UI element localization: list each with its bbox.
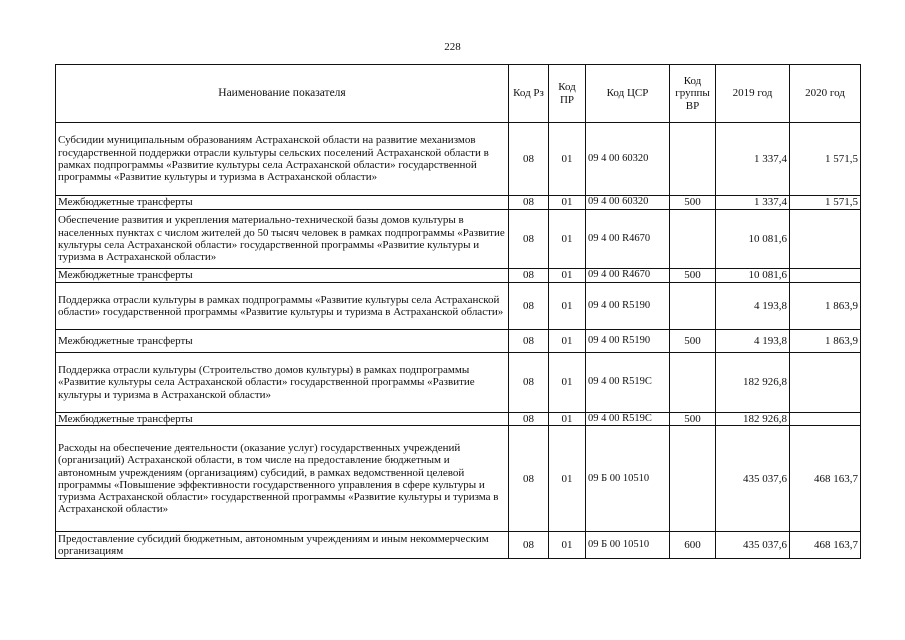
cell-2019: 182 926,8 (716, 353, 790, 413)
cell-name: Межбюджетные трансферты (56, 413, 509, 426)
cell-vr: 500 (670, 196, 716, 210)
cell-2019: 10 081,6 (716, 269, 790, 283)
cell-pr: 01 (549, 353, 586, 413)
cell-csr: 09 Б 00 10510 (586, 426, 670, 532)
cell-name: Межбюджетные трансферты (56, 330, 509, 353)
cell-vr (670, 426, 716, 532)
cell-vr (670, 353, 716, 413)
cell-csr: 09 4 00 R5190 (586, 330, 670, 353)
table-row (56, 269, 861, 283)
table-row (56, 353, 861, 413)
table-row (56, 426, 861, 532)
table-row (56, 413, 861, 426)
cell-csr: 09 4 00 R5190 (586, 283, 670, 330)
cell-pr: 01 (549, 426, 586, 532)
cell-2019: 4 193,8 (716, 283, 790, 330)
cell-name: Поддержка отрасли культуры в рамках подпрограммы «Развитие культуры села Астраханской области» государственной программы «Развитие культуры и туризма в Астраханской области» (56, 283, 509, 330)
table-row (56, 330, 861, 353)
header-rz: Код Рз (509, 65, 549, 123)
table-row (56, 123, 861, 196)
cell-csr: 09 4 00 R519C (586, 413, 670, 426)
cell-2020: 1 863,9 (790, 283, 861, 330)
cell-csr: 09 4 00 60320 (586, 196, 670, 210)
cell-vr (670, 123, 716, 196)
header-csr: Код ЦСР (586, 65, 670, 123)
cell-2020 (790, 269, 861, 283)
cell-2020 (790, 353, 861, 413)
cell-csr: 09 4 00 R4670 (586, 210, 670, 269)
cell-rz: 08 (509, 196, 549, 210)
cell-2020 (790, 413, 861, 426)
cell-rz: 08 (509, 283, 549, 330)
cell-rz: 08 (509, 426, 549, 532)
cell-pr: 01 (549, 330, 586, 353)
cell-vr: 600 (670, 532, 716, 559)
cell-rz: 08 (509, 532, 549, 559)
cell-2019: 1 337,4 (716, 196, 790, 210)
header-name: Наименование показателя (56, 65, 509, 123)
cell-csr: 09 Б 00 10510 (586, 532, 670, 559)
cell-vr (670, 283, 716, 330)
cell-vr: 500 (670, 269, 716, 283)
table-row (56, 283, 861, 330)
header-2020: 2020 год (790, 65, 861, 123)
cell-2020: 468 163,7 (790, 532, 861, 559)
cell-pr: 01 (549, 283, 586, 330)
header-vr: Код группы ВР (670, 65, 716, 123)
cell-name: Предоставление субсидий бюджетным, автономным учреждениям и иным некоммерческим организациям (56, 532, 509, 559)
cell-2020: 468 163,7 (790, 426, 861, 532)
cell-csr: 09 4 00 R519C (586, 353, 670, 413)
budget-table (55, 64, 861, 559)
cell-rz: 08 (509, 353, 549, 413)
table-row (56, 532, 861, 559)
cell-name: Субсидии муниципальным образованиям Астраханской области на развитие механизмов государственной поддержки отрасли культуры сельских поселений Астраханской области в рамках подпрограммы «Развитие культуры села Астраханской области» государственной программы «Развитие культуры и туризма в Астраханской области» (56, 123, 509, 196)
cell-rz: 08 (509, 413, 549, 426)
cell-2020: 1 863,9 (790, 330, 861, 353)
cell-vr: 500 (670, 413, 716, 426)
page-number: 228 (444, 41, 461, 53)
cell-csr: 09 4 00 60320 (586, 123, 670, 196)
header-2019: 2019 год (716, 65, 790, 123)
cell-name: Расходы на обеспечение деятельности (оказание услуг) государственных учреждений (организаций) Астраханской области, в том числе на предоставление бюджетным и автономным учреждениям (организациям) субсидий, в рамках ведомственной целевой программы «Повышение эффективности государственного управления в сфере культуры и туризма Астраханской области» государственной программы «Развитие культуры и туризма в Астраханской области» (56, 426, 509, 532)
cell-2020: 1 571,5 (790, 123, 861, 196)
header-pr: Код ПР (549, 65, 586, 123)
cell-name: Межбюджетные трансферты (56, 269, 509, 283)
cell-vr (670, 210, 716, 269)
cell-rz: 08 (509, 210, 549, 269)
cell-pr: 01 (549, 196, 586, 210)
table-row (56, 196, 861, 210)
cell-2019: 435 037,6 (716, 532, 790, 559)
cell-rz: 08 (509, 269, 549, 283)
cell-pr: 01 (549, 269, 586, 283)
cell-pr: 01 (549, 210, 586, 269)
cell-rz: 08 (509, 123, 549, 196)
table-header-row (56, 65, 861, 123)
cell-2019: 182 926,8 (716, 413, 790, 426)
cell-name: Поддержка отрасли культуры (Строительство домов культуры) в рамках подпрограммы «Развитие культуры села Астраханской области» государственной программы «Развитие культуры и туризма в Астраханской области» (56, 353, 509, 413)
cell-csr: 09 4 00 R4670 (586, 269, 670, 283)
cell-vr: 500 (670, 330, 716, 353)
cell-2019: 435 037,6 (716, 426, 790, 532)
cell-2020: 1 571,5 (790, 196, 861, 210)
cell-pr: 01 (549, 532, 586, 559)
cell-name: Обеспечение развития и укрепления материально-технической базы домов культуры в населенных пунктах с числом жителей до 50 тысяч человек в рамках подпрограммы «Развитие культуры села Астраханской области» государственной программы «Развитие культуры и туризма в Астраханской области» (56, 210, 509, 269)
cell-name: Межбюджетные трансферты (56, 196, 509, 210)
cell-2019: 1 337,4 (716, 123, 790, 196)
cell-pr: 01 (549, 413, 586, 426)
table-row (56, 210, 861, 269)
cell-pr: 01 (549, 123, 586, 196)
cell-rz: 08 (509, 330, 549, 353)
cell-2019: 4 193,8 (716, 330, 790, 353)
cell-2019: 10 081,6 (716, 210, 790, 269)
cell-2020 (790, 210, 861, 269)
